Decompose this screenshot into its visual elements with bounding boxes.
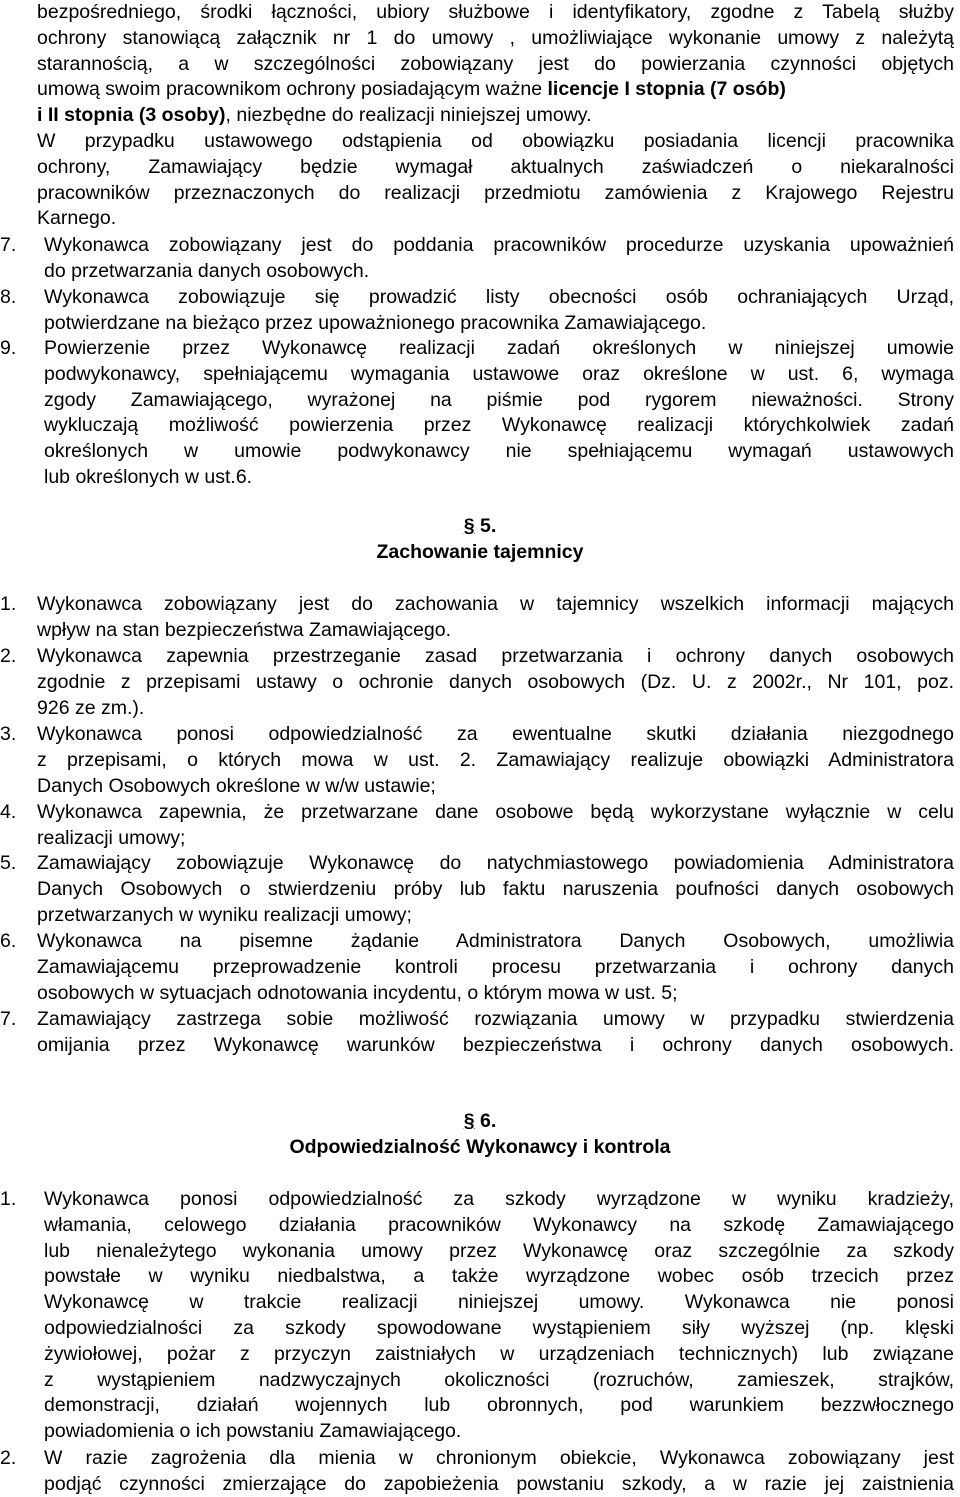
text-line: Zamawiający zobowiązuje Wykonawcę do natychmiastowego powiadomienia Administratora <box>37 852 954 874</box>
bold-text: licencje I stopnia (7 osób) <box>547 78 786 101</box>
item-number: 2. <box>0 1447 17 1469</box>
text-line: Wykonawca zapewnia przestrzeganie zasad przetwarzania i ochrony danych osobowych <box>37 645 954 667</box>
text-line: przetwarzanych w wyniku realizacji umowy; <box>37 903 412 926</box>
text-line: Wykonawca zapewnia, że przetwarzane dane osobowe będą wykorzystane wyłącznie w celu <box>37 801 954 823</box>
text-line: Danych Osobowych określone w w/w ustawie; <box>37 774 436 797</box>
text-line: W przypadku ustawowego odstąpienia od obowiązku posiadania licencji pracownika <box>37 129 954 152</box>
item-number: 6. <box>0 930 17 952</box>
text-line: demonstracji, działań wojennych lub obronnych, pod warunkiem bezzwłocznego <box>44 1394 954 1417</box>
text-line: wpływ na stan bezpieczeństwa Zamawiającego. <box>37 618 452 641</box>
item-number: 8. <box>0 286 17 308</box>
text-run: umową swoim pracownikom ochrony posiadającym ważne <box>37 78 543 101</box>
item-number: 9. <box>0 337 17 359</box>
text-line: osobowych w sytuacjach odnotowania incydentu, o którym mowa w ust. 5; <box>37 981 678 1004</box>
text-line: zgodnie z przepisami ustawy o ochronie danych osobowych (Dz. U. z 2002r., Nr 101, poz. <box>37 670 954 693</box>
text-line: 926 ze zm.). <box>37 696 145 719</box>
text-line: Wykonawca ponosi odpowiedzialność za szkody wyrządzone w wyniku kradzieży, <box>44 1188 954 1210</box>
text-line: Wykonawca na pisemne żądanie Administratora Danych Osobowych, umożliwia <box>37 930 954 952</box>
text-line: omijania przez Wykonawcę warunków bezpieczeństwa i ochrony danych osobowych. <box>37 1033 954 1056</box>
text-line: Wykonawca ponosi odpowiedzialność za ewentualne skutki działania niezgodnego <box>37 723 954 745</box>
text-line: Wykonawcę w trakcie realizacji niniejszej umowy. Wykonawca nie ponosi <box>44 1291 954 1314</box>
text-line: powstałe w wyniku niedbalstwa, a także wyrządzone wobec osób trzecich przez <box>44 1265 954 1288</box>
text-line: lub nienależytego wykonania umowy przez Wykonawcę oraz szczególnie za szkody <box>44 1239 954 1262</box>
intro-paragraph <box>37 0 954 232</box>
item-number: 7. <box>0 1008 17 1030</box>
text-line: zgody Zamawiającego, wyrażonej na piśmie pod rygorem nieważności. Strony <box>44 388 954 411</box>
text-line: ochrony stanowiącą załącznik nr 1 do umowy , umożliwiające wykonanie umowy z należytą <box>37 26 954 49</box>
text-line: Powierzenie przez Wykonawcę realizacji zadań określonych w niniejszej umowie <box>44 337 954 359</box>
paragraph-mark: § <box>463 515 475 537</box>
item-number: 7. <box>0 234 17 256</box>
text-line: Danych Osobowych o stwierdzeniu próby lub faktu naruszenia poufności danych osobowych <box>37 877 954 900</box>
item-number: 5. <box>0 852 17 874</box>
text-line: określonych w umowie podwykonawcy nie spełniającemu wymagań ustawowych <box>44 440 954 463</box>
text-line: z przepisami, o których mowa w ust. 2. Zamawiający realizuje obowiązki Administratora <box>37 748 954 771</box>
text-line: odpowiedzialności za szkody spowodowane wystąpieniem siły wyższej (np. klęski <box>44 1316 954 1339</box>
text-line: wykluczają możliwość powierzenia przez Wykonawcę realizacji którychkolwiek zadań <box>44 414 954 437</box>
text-line: realizacji umowy; <box>37 826 186 849</box>
text-line: pracowników przeznaczonych do realizacji przedmiotu zamówienia z Krajowego Rejestru <box>37 181 954 204</box>
text-line: do przetwarzania danych osobowych. <box>44 259 370 282</box>
text-line <box>37 103 954 129</box>
text-line: żywiołowej, pożar z przyczyn zaistniałych w urządzeniach technicznych) lub związane <box>44 1342 954 1365</box>
text-line: starannością, a w szczególności zobowiązany jest do powierzania czynności objętych <box>37 52 954 75</box>
paragraph-mark: § <box>463 1110 475 1132</box>
text-line: podjąć czynności zmierzające do zapobieżenia powstaniu szkody, a w razie jej zaistnienia <box>44 1472 954 1495</box>
item-number: 1. <box>0 593 17 615</box>
text-line: Wykonawca zobowiązuje się prowadzić listy obecności osób ochraniających Urząd, <box>44 286 954 308</box>
text-run: , niezbędne do realizacji niniejszej umowy. <box>225 104 592 127</box>
item-number: 4. <box>0 801 17 823</box>
text-line: z wystąpieniem nadzwyczajnych okoliczności (rozruchów, zamieszek, strajków, <box>44 1368 954 1391</box>
section-title: Zachowanie tajemnicy <box>376 541 584 563</box>
section-number-text: 5. <box>480 515 497 537</box>
text-line: Wykonawca zobowiązany jest do zachowania w tajemnicy wszelkich informacji mających <box>37 593 954 615</box>
bold-text: i II stopnia (3 osoby) <box>37 104 226 127</box>
section-number <box>0 514 960 540</box>
text-line: włamania, celowego działania pracowników Wykonawcy na szkodę Zamawiającego <box>44 1213 954 1236</box>
text-line: W razie zagrożenia dla mienia w chronionym obiekcie, Wykonawca zobowiązany jest <box>44 1447 954 1469</box>
text-line: ochrony, Zamawiający będzie wymagał aktualnych zaświadczeń o niekaralności <box>37 155 954 178</box>
item-number: 2. <box>0 645 17 667</box>
item-number: 1. <box>0 1188 17 1210</box>
text-line <box>37 77 954 103</box>
text-line: potwierdzane na bieżąco przez upoważnionego pracownika Zamawiającego. <box>44 311 707 334</box>
section-title: Odpowiedzialność Wykonawcy i kontrola <box>289 1136 671 1158</box>
section-number-text: 6. <box>480 1110 497 1132</box>
text-line: Zamawiającemu przeprowadzenie kontroli procesu przetwarzania i ochrony danych <box>37 955 954 978</box>
text-line: powiadomienia o ich powstaniu Zamawiającego. <box>44 1420 462 1443</box>
text-line: Zamawiający zastrzega sobie możliwość rozwiązania umowy w przypadku stwierdzenia <box>37 1008 954 1030</box>
text-line: bezpośredniego, środki łączności, ubiory służbowe i identyfikatory, zgodne z Tabelą służby <box>37 1 954 23</box>
text-line: Wykonawca zobowiązany jest do poddania pracowników procedurze uzyskania upoważnień <box>44 234 954 256</box>
text-line: Karnego. <box>37 207 117 230</box>
section-number <box>0 1109 960 1135</box>
item-number: 3. <box>0 723 17 745</box>
text-line: lub określonych w ust.6. <box>44 465 253 488</box>
text-line: podwykonawcy, spełniającemu wymagania ustawowe oraz określone w ust. 6, wymaga <box>44 362 954 385</box>
